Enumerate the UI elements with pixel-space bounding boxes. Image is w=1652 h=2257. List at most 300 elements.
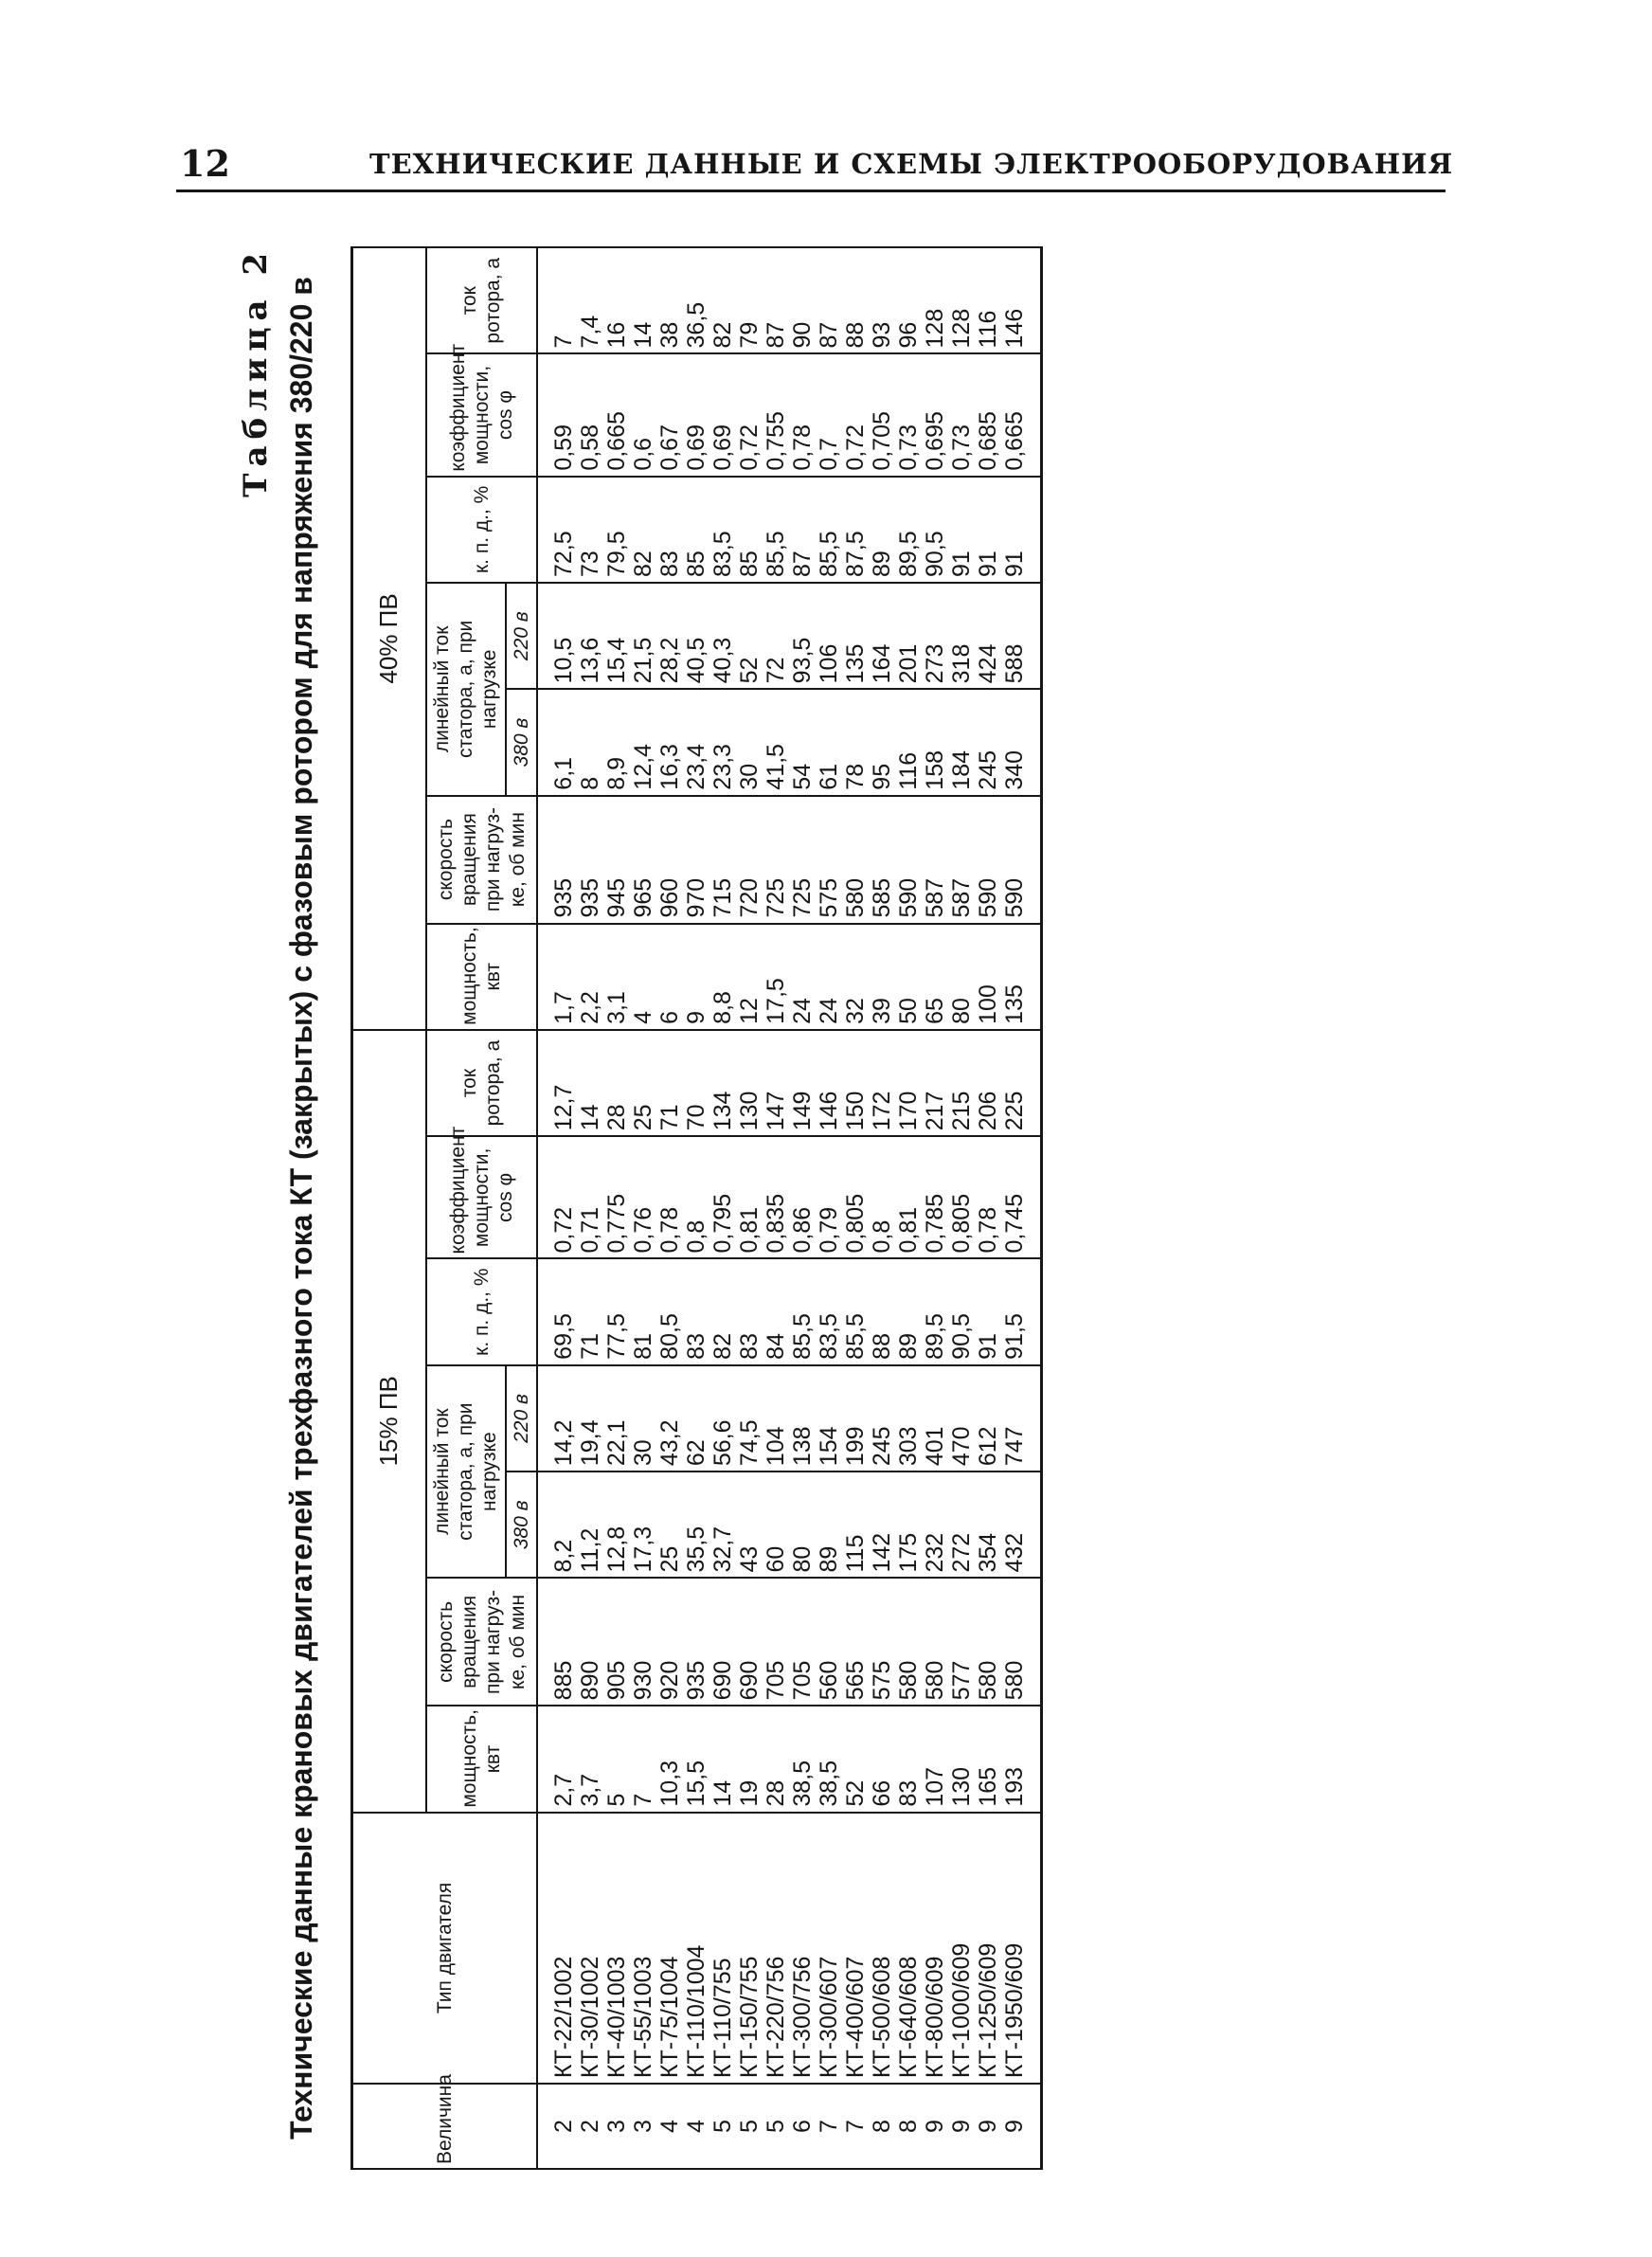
cell-p15: 19 [736, 1706, 763, 1812]
cell-cos40: 0,705 [869, 353, 895, 476]
cell-rot15: 25 [630, 1030, 656, 1136]
table-row [603, 247, 630, 2169]
cell-p15: 193 [1001, 1706, 1042, 1812]
cell-size: 5 [709, 2084, 736, 2169]
cell-i380-40: 6,1 [537, 689, 577, 795]
header-220-40: 220 в [506, 583, 537, 689]
cell-rot15: 215 [948, 1030, 975, 1136]
table-row [948, 247, 975, 2169]
cell-p15: 15,5 [683, 1706, 709, 1812]
header-speed-40: скорость вращения при нагрузке, об мин [426, 796, 537, 924]
cell-rot40: 79 [736, 247, 763, 353]
cell-i220-15: 62 [683, 1365, 709, 1472]
cell-n15: 580 [895, 1579, 922, 1706]
cell-n40: 720 [736, 796, 763, 924]
cell-cos40: 0,665 [603, 353, 630, 476]
cell-i380-15: 142 [869, 1472, 895, 1578]
cell-rot40: 116 [975, 247, 1001, 353]
cell-i220-15: 245 [869, 1365, 895, 1472]
cell-eff40: 85,5 [763, 477, 789, 583]
cell-eff15: 81 [630, 1258, 656, 1364]
cell-size: 6 [789, 2084, 816, 2169]
cell-n40: 590 [1001, 796, 1042, 924]
cell-size: 3 [630, 2084, 656, 2169]
cell-cos40: 0,67 [656, 353, 683, 476]
cell-cos40: 0,78 [789, 353, 816, 476]
cell-i220-15: 56,6 [709, 1365, 736, 1472]
cell-n15: 580 [1001, 1579, 1042, 1706]
cell-i220-15: 154 [816, 1365, 842, 1472]
cell-cos15: 0,745 [1001, 1136, 1042, 1258]
cell-type: КТ-400/607 [842, 1813, 869, 2084]
cell-p40: 65 [922, 924, 948, 1030]
cell-p15: 83 [895, 1706, 922, 1812]
cell-i380-40: 61 [816, 689, 842, 795]
cell-p40: 3,1 [603, 924, 630, 1030]
cell-i220-15: 14,2 [537, 1365, 577, 1472]
cell-n15: 580 [922, 1579, 948, 1706]
cell-i380-15: 232 [922, 1472, 948, 1578]
cell-eff15: 89,5 [922, 1258, 948, 1364]
cell-p40: 24 [816, 924, 842, 1030]
cell-i220-15: 401 [922, 1365, 948, 1472]
cell-n40: 590 [975, 796, 1001, 924]
cell-cos15: 0,805 [948, 1136, 975, 1258]
cell-p40: 8,8 [709, 924, 736, 1030]
cell-rot40: 128 [922, 247, 948, 353]
cell-eff40: 79,5 [603, 477, 630, 583]
cell-i380-15: 11,2 [577, 1472, 603, 1578]
cell-p40: 2,2 [577, 924, 603, 1030]
cell-i220-40: 424 [975, 583, 1001, 689]
cell-n15: 690 [736, 1579, 763, 1706]
cell-eff40: 83,5 [709, 477, 736, 583]
cell-i380-15: 8,2 [537, 1472, 577, 1578]
cell-type: КТ-1250/609 [975, 1813, 1001, 2084]
cell-n15: 705 [789, 1579, 816, 1706]
cell-rot40: 96 [895, 247, 922, 353]
cell-rot40: 87 [816, 247, 842, 353]
cell-rot15: 12,7 [537, 1030, 577, 1136]
cell-i380-15: 115 [842, 1472, 869, 1578]
cell-eff40: 91 [948, 477, 975, 583]
cell-size: 3 [603, 2084, 630, 2169]
cell-rot15: 225 [1001, 1030, 1042, 1136]
cell-i220-40: 588 [1001, 583, 1042, 689]
cell-i380-15: 354 [975, 1472, 1001, 1578]
cell-n15: 560 [816, 1579, 842, 1706]
cell-n40: 575 [816, 796, 842, 924]
cell-cos40: 0,685 [975, 353, 1001, 476]
header-380-15: 380 в [506, 1472, 537, 1578]
cell-rot40: 93 [869, 247, 895, 353]
cell-i220-15: 138 [789, 1365, 816, 1472]
cell-eff40: 90,5 [922, 477, 948, 583]
cell-cos15: 0,78 [656, 1136, 683, 1258]
table-row [922, 247, 948, 2169]
cell-cos15: 0,8 [869, 1136, 895, 1258]
cell-eff40: 83 [656, 477, 683, 583]
cell-eff15: 83 [683, 1258, 709, 1364]
cell-n40: 945 [603, 796, 630, 924]
header-group-40: 40% ПВ [352, 247, 427, 1030]
cell-p15: 5 [603, 1706, 630, 1812]
cell-eff15: 88 [869, 1258, 895, 1364]
header-type: Тип двигателя [352, 1813, 537, 2084]
cell-i220-15: 104 [763, 1365, 789, 1472]
cell-eff15: 83 [736, 1258, 763, 1364]
cell-n40: 935 [577, 796, 603, 924]
cell-i380-40: 41,5 [763, 689, 789, 795]
cell-i220-40: 164 [869, 583, 895, 689]
cell-p15: 130 [948, 1706, 975, 1812]
cell-eff15: 77,5 [603, 1258, 630, 1364]
header-220-15: 220 в [506, 1365, 537, 1472]
cell-eff15: 89 [895, 1258, 922, 1364]
cell-n40: 585 [869, 796, 895, 924]
cell-eff15: 80,5 [656, 1258, 683, 1364]
table-row [709, 247, 736, 2169]
cell-type: КТ-300/756 [789, 1813, 816, 2084]
cell-cos40: 0,72 [736, 353, 763, 476]
cell-i220-40: 10,5 [537, 583, 577, 689]
cell-eff40: 91 [1001, 477, 1042, 583]
cell-p15: 107 [922, 1706, 948, 1812]
cell-i380-40: 116 [895, 689, 922, 795]
cell-rot15: 217 [922, 1030, 948, 1136]
cell-eff40: 85,5 [816, 477, 842, 583]
header-380-40: 380 в [506, 689, 537, 795]
cell-p15: 7 [630, 1706, 656, 1812]
cell-type: КТ-22/1002 [537, 1813, 577, 2084]
cell-n15: 580 [975, 1579, 1001, 1706]
cell-p15: 10,3 [656, 1706, 683, 1812]
cell-cos15: 0,78 [975, 1136, 1001, 1258]
cell-size: 5 [763, 2084, 789, 2169]
cell-type: КТ-800/609 [922, 1813, 948, 2084]
cell-eff40: 73 [577, 477, 603, 583]
running-head: ТЕХНИЧЕСКИЕ ДАННЫЕ И СХЕМЫ ЭЛЕКТРООБОРУДОВАНИЯ [369, 148, 1454, 180]
cell-type: КТ-300/607 [816, 1813, 842, 2084]
cell-cos15: 0,81 [736, 1136, 763, 1258]
page-number: 12 [180, 142, 230, 185]
cell-i380-15: 12,8 [603, 1472, 630, 1578]
cell-n40: 580 [842, 796, 869, 924]
cell-i220-15: 470 [948, 1365, 975, 1472]
cell-eff40: 87 [789, 477, 816, 583]
cell-cos40: 0,69 [709, 353, 736, 476]
table-row [895, 247, 922, 2169]
cell-n40: 587 [922, 796, 948, 924]
cell-n15: 920 [656, 1579, 683, 1706]
cell-i380-40: 23,4 [683, 689, 709, 795]
cell-i220-40: 15,4 [603, 583, 630, 689]
cell-size: 8 [895, 2084, 922, 2169]
cell-i220-40: 13,6 [577, 583, 603, 689]
cell-i380-40: 95 [869, 689, 895, 795]
cell-rot40: 7 [537, 247, 577, 353]
motor-data-table [350, 246, 1043, 2170]
cell-rot15: 130 [736, 1030, 763, 1136]
cell-i380-40: 23,3 [709, 689, 736, 795]
cell-i380-40: 12,4 [630, 689, 656, 795]
cell-i380-40: 54 [789, 689, 816, 795]
cell-p40: 12 [736, 924, 763, 1030]
cell-eff15: 83,5 [816, 1258, 842, 1364]
cell-i220-15: 43,2 [656, 1365, 683, 1472]
cell-size: 9 [922, 2084, 948, 2169]
cell-eff15: 91,5 [1001, 1258, 1042, 1364]
cell-n15: 935 [683, 1579, 709, 1706]
cell-eff40: 91 [975, 477, 1001, 583]
cell-p40: 50 [895, 924, 922, 1030]
cell-p15: 28 [763, 1706, 789, 1812]
cell-n15: 905 [603, 1579, 630, 1706]
table-row [656, 247, 683, 2169]
cell-n40: 960 [656, 796, 683, 924]
cell-i380-40: 245 [975, 689, 1001, 795]
cell-cos40: 0,59 [537, 353, 577, 476]
cell-size: 2 [537, 2084, 577, 2169]
cell-p15: 3,7 [577, 1706, 603, 1812]
cell-i220-40: 135 [842, 583, 869, 689]
cell-i380-40: 16,3 [656, 689, 683, 795]
cell-i220-40: 201 [895, 583, 922, 689]
cell-rot40: 82 [709, 247, 736, 353]
cell-n15: 690 [709, 1579, 736, 1706]
table-row [537, 247, 577, 2169]
table-row [842, 247, 869, 2169]
table-row [577, 247, 603, 2169]
cell-rot40: 7,4 [577, 247, 603, 353]
cell-rot40: 87 [763, 247, 789, 353]
cell-cos40: 0,6 [630, 353, 656, 476]
cell-cos40: 0,7 [816, 353, 842, 476]
cell-type: КТ-640/608 [895, 1813, 922, 2084]
cell-i220-40: 52 [736, 583, 763, 689]
cell-eff15: 71 [577, 1258, 603, 1364]
cell-type: КТ-40/1003 [603, 1813, 630, 2084]
cell-p15: 52 [842, 1706, 869, 1812]
cell-i220-15: 22,1 [603, 1365, 630, 1472]
cell-eff40: 89,5 [895, 477, 922, 583]
cell-eff15: 69,5 [537, 1258, 577, 1364]
cell-type: КТ-1000/609 [948, 1813, 975, 2084]
cell-n15: 575 [869, 1579, 895, 1706]
cell-i220-15: 19,4 [577, 1365, 603, 1472]
cell-cos40: 0,69 [683, 353, 709, 476]
page-header [180, 142, 1454, 185]
cell-n40: 725 [763, 796, 789, 924]
cell-eff40: 85 [683, 477, 709, 583]
cell-i380-15: 17,3 [630, 1472, 656, 1578]
cell-rot15: 150 [842, 1030, 869, 1136]
cell-size: 4 [683, 2084, 709, 2169]
cell-rot15: 147 [763, 1030, 789, 1136]
cell-type: КТ-150/755 [736, 1813, 763, 2084]
cell-p15: 2,7 [537, 1706, 577, 1812]
cell-eff40: 72,5 [537, 477, 577, 583]
cell-cos40: 0,695 [922, 353, 948, 476]
cell-p40: 24 [789, 924, 816, 1030]
header-power-15: мощность, квт [426, 1706, 537, 1812]
cell-cos40: 0,58 [577, 353, 603, 476]
cell-eff15: 85,5 [789, 1258, 816, 1364]
header-cos-40: коэффициент мощности, cos φ [426, 353, 537, 476]
cell-type: КТ-30/1002 [577, 1813, 603, 2084]
cell-n40: 965 [630, 796, 656, 924]
cell-n40: 590 [895, 796, 922, 924]
cell-type: КТ-500/608 [869, 1813, 895, 2084]
cell-i380-15: 432 [1001, 1472, 1042, 1578]
table-row [736, 247, 763, 2169]
cell-i380-40: 30 [736, 689, 763, 795]
cell-p40: 4 [630, 924, 656, 1030]
cell-type: КТ-220/756 [763, 1813, 789, 2084]
cell-cos40: 0,755 [763, 353, 789, 476]
cell-rot15: 146 [816, 1030, 842, 1136]
cell-rot40: 36,5 [683, 247, 709, 353]
cell-size: 2 [577, 2084, 603, 2169]
cell-cos15: 0,76 [630, 1136, 656, 1258]
header-rotor-40: ток ротора, а [426, 247, 537, 353]
header-rotor-15: ток ротора, а [426, 1030, 537, 1136]
cell-i220-40: 40,3 [709, 583, 736, 689]
cell-size: 9 [1001, 2084, 1042, 2169]
cell-cos40: 0,665 [1001, 353, 1042, 476]
cell-p15: 38,5 [789, 1706, 816, 1812]
cell-i380-40: 158 [922, 689, 948, 795]
cell-cos15: 0,775 [603, 1136, 630, 1258]
cell-rot15: 149 [789, 1030, 816, 1136]
table-row [763, 247, 789, 2169]
cell-type: КТ-110/755 [709, 1813, 736, 2084]
cell-i380-15: 43 [736, 1472, 763, 1578]
header-eff-15: к. п. д., % [426, 1258, 537, 1364]
header-group-15: 15% ПВ [352, 1030, 427, 1813]
cell-type: КТ-110/1004 [683, 1813, 709, 2084]
cell-i220-40: 93,5 [789, 583, 816, 689]
cell-i220-15: 199 [842, 1365, 869, 1472]
cell-cos40: 0,73 [948, 353, 975, 476]
cell-cos40: 0,72 [842, 353, 869, 476]
table-label: Таблица 2 [237, 246, 275, 497]
cell-i220-40: 21,5 [630, 583, 656, 689]
cell-rot40: 146 [1001, 247, 1042, 353]
cell-p40: 6 [656, 924, 683, 1030]
cell-i380-15: 32,7 [709, 1472, 736, 1578]
cell-i380-15: 60 [763, 1472, 789, 1578]
cell-cos15: 0,805 [842, 1136, 869, 1258]
cell-i380-15: 272 [948, 1472, 975, 1578]
cell-i220-40: 72 [763, 583, 789, 689]
cell-n40: 970 [683, 796, 709, 924]
cell-rot15: 14 [577, 1030, 603, 1136]
cell-i380-15: 35,5 [683, 1472, 709, 1578]
cell-i380-40: 78 [842, 689, 869, 795]
table-caption: Технические данные крановых двигателей трехфазного тока КТ (закрытых) с фазовым ротором для напряжения 380/220 в [284, 277, 318, 2140]
cell-cos40: 0,73 [895, 353, 922, 476]
cell-i220-40: 40,5 [683, 583, 709, 689]
table-row [816, 247, 842, 2169]
cell-eff15: 91 [975, 1258, 1001, 1364]
cell-p40: 80 [948, 924, 975, 1030]
cell-size: 8 [869, 2084, 895, 2169]
cell-rot15: 28 [603, 1030, 630, 1136]
table-row [869, 247, 895, 2169]
rotated-table-block [237, 246, 1459, 2170]
header-rule [176, 190, 1446, 192]
cell-eff40: 87,5 [842, 477, 869, 583]
cell-p40: 17,5 [763, 924, 789, 1030]
cell-i380-40: 184 [948, 689, 975, 795]
cell-rot40: 16 [603, 247, 630, 353]
cell-n15: 930 [630, 1579, 656, 1706]
cell-rot15: 172 [869, 1030, 895, 1136]
cell-p15: 38,5 [816, 1706, 842, 1812]
cell-i220-15: 74,5 [736, 1365, 763, 1472]
header-cos-15: коэффициент мощности, cos φ [426, 1136, 537, 1258]
table-body [537, 247, 1042, 2169]
cell-i220-15: 612 [975, 1365, 1001, 1472]
cell-rot15: 170 [895, 1030, 922, 1136]
cell-rot40: 88 [842, 247, 869, 353]
cell-n15: 705 [763, 1579, 789, 1706]
cell-rot40: 128 [948, 247, 975, 353]
cell-size: 9 [948, 2084, 975, 2169]
cell-n15: 885 [537, 1579, 577, 1706]
table-row [1001, 247, 1042, 2169]
cell-type: КТ-55/1003 [630, 1813, 656, 2084]
table-row [975, 247, 1001, 2169]
cell-rot40: 14 [630, 247, 656, 353]
cell-i220-15: 30 [630, 1365, 656, 1472]
cell-size: 5 [736, 2084, 763, 2169]
cell-size: 7 [842, 2084, 869, 2169]
cell-p15: 165 [975, 1706, 1001, 1812]
cell-size: 4 [656, 2084, 683, 2169]
cell-eff15: 85,5 [842, 1258, 869, 1364]
cell-i220-40: 106 [816, 583, 842, 689]
cell-cos15: 0,795 [709, 1136, 736, 1258]
cell-i380-40: 8,9 [603, 689, 630, 795]
cell-p40: 100 [975, 924, 1001, 1030]
cell-i380-15: 175 [895, 1472, 922, 1578]
cell-eff15: 84 [763, 1258, 789, 1364]
cell-size: 9 [975, 2084, 1001, 2169]
cell-n15: 890 [577, 1579, 603, 1706]
cell-i220-40: 318 [948, 583, 975, 689]
cell-type: КТ-75/1004 [656, 1813, 683, 2084]
header-power-40: мощность, квт [426, 924, 537, 1030]
cell-p40: 39 [869, 924, 895, 1030]
cell-i380-15: 89 [816, 1472, 842, 1578]
cell-i220-15: 747 [1001, 1365, 1042, 1472]
header-eff-40: к. п. д., % [426, 477, 537, 583]
cell-cos15: 0,79 [816, 1136, 842, 1258]
cell-i220-40: 28,2 [656, 583, 683, 689]
cell-rot15: 134 [709, 1030, 736, 1136]
cell-n15: 577 [948, 1579, 975, 1706]
cell-cos15: 0,71 [577, 1136, 603, 1258]
cell-p40: 135 [1001, 924, 1042, 1030]
header-current-40: линейный ток статора, а, при нагрузке [426, 583, 506, 796]
cell-eff40: 85 [736, 477, 763, 583]
cell-i380-40: 8 [577, 689, 603, 795]
cell-p40: 32 [842, 924, 869, 1030]
cell-p15: 14 [709, 1706, 736, 1812]
cell-n40: 587 [948, 796, 975, 924]
